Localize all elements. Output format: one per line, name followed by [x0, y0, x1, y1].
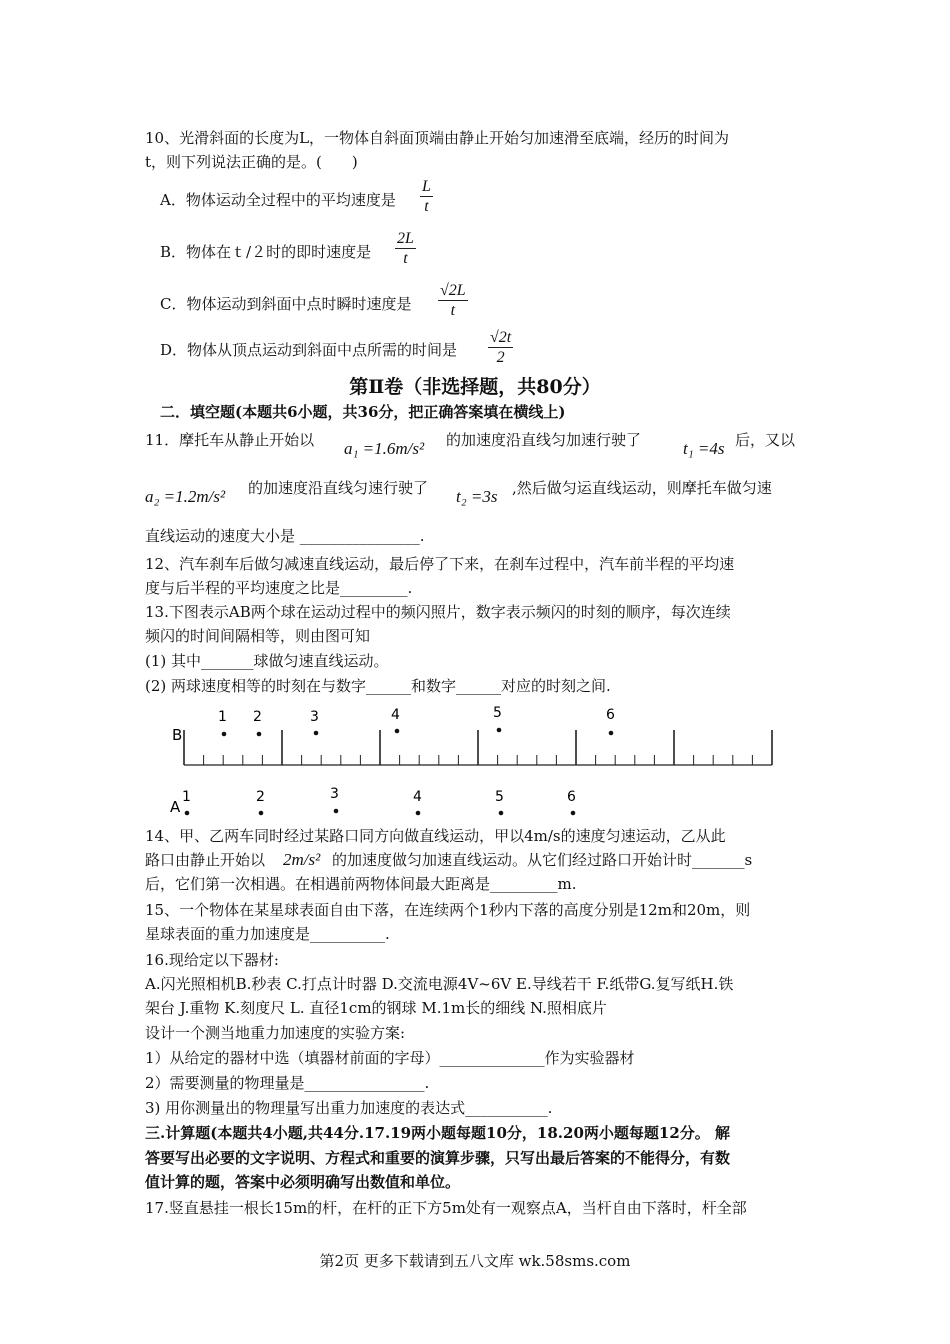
q11-a2-formula: a₂ =1.2m/s²	[145, 487, 226, 506]
q15-line1: 15、一个物体在某星球表面自由下落，在连续两个1秒内下落的高度分别是12m和20m，则	[145, 901, 751, 919]
q17-line1: 17.竖直悬挂一根长15m的杆，在杆的正下方5m处有一观察点A，当杆自由下落时，杆全部	[145, 1199, 747, 1217]
q10-option-a: A．物体运动全过程中的平均速度是	[160, 191, 396, 209]
section-3-line3: 值计算的题，答案中必须明确写出数值和单位。	[145, 1173, 461, 1191]
q13-line3: (1) 其中_______球做匀速直线运动。	[145, 652, 389, 670]
b-label-5: 5	[493, 705, 502, 721]
section-3-line1: 三.计算题(本题共4小题,共44分.17.19两小题每题10分，18.20两小题每题12分。 解	[145, 1124, 730, 1142]
q12-line1: 12、汽车刹车后做匀减速直线运动，最后停了下来，在刹车过程中，汽车前半程的平均速	[145, 555, 735, 573]
b-label-3: 3	[310, 709, 319, 725]
q11-a1-formula: a₁ =1.6m/s²	[344, 439, 425, 458]
a-dot-1	[185, 811, 190, 816]
a-label-6: 6	[567, 789, 576, 805]
q11-part2: 的加速度沿直线匀加速行驶了	[446, 431, 642, 449]
q10-option-d: D．物体从顶点运动到斜面中点所需的时间是	[160, 341, 458, 359]
q10-stem-line1: 10、光滑斜面的长度为L，一物体自斜面顶端由静止开始匀加速滑至底端，经历的时间为	[145, 129, 730, 147]
b-dot-1	[222, 732, 227, 737]
q11-t2-formula: t₂ =3s	[456, 487, 498, 506]
b-label-4: 4	[391, 707, 400, 723]
page-footer: 第2页 更多下载请到五八文库 wk.58sms.com	[319, 1252, 631, 1270]
a-label-5: 5	[495, 789, 504, 805]
fraction-denominator: t	[403, 250, 408, 267]
q15-line2: 星球表面的重力加速度是__________.	[145, 925, 390, 943]
a-dot-4	[416, 811, 421, 816]
q16-line7: 3) 用你测量出的物理量写出重力加速度的表达式___________.	[145, 1099, 553, 1117]
b-dot-5	[497, 728, 502, 733]
section-2-subtitle: 二．填空题(本题共6小题，共36分，把正确答案填在横线上)	[160, 403, 566, 421]
q10-option-d-fraction	[488, 329, 513, 368]
a-dot-6	[571, 811, 576, 816]
q11-part1: 11．摩托车从静止开始以	[145, 431, 315, 449]
q14-accel-formula: 2m/s²	[283, 850, 321, 869]
a-dot-2	[259, 811, 264, 816]
strobe-figure	[160, 700, 790, 825]
a-dot-5	[499, 811, 504, 816]
q12-line2: 度与后半程的平均速度之比是_________.	[145, 579, 413, 597]
q14-line1: 14、甲、乙两车同时经过某路口同方向做直线运动，甲以4m/s的速度匀速运动，乙从此	[145, 827, 726, 845]
section-3-line2: 答要写出必要的文字说明、方程式和重要的演算步骤，只写出最后答案的不能得分，有数	[145, 1149, 731, 1167]
q14-line3: 后，它们第一次相遇。在相遇前两物体间最大距离是_________m.	[145, 875, 577, 893]
b-label-1: 1	[218, 709, 227, 725]
q10-option-b: B．物体在ｔ/２时的即时速度是	[160, 243, 372, 261]
q10-option-b-fraction	[395, 230, 416, 269]
q16-line6: 2）需要测量的物理量是________________.	[145, 1074, 430, 1092]
q13-line4: (2) 两球速度相等的时刻在与数字______和数字______对应的时刻之间.	[145, 677, 611, 695]
fraction-numerator: L	[422, 178, 431, 195]
b-dot-3	[314, 731, 319, 736]
b-label-6: 6	[606, 707, 615, 723]
q14-line2a: 路口由静止开始以	[145, 851, 266, 869]
q16-line2: A.闪光照相机B.秒表 C.打点计时器 D.交流电源4V~6V E.导线若干 F.纸带G.复写纸H.铁	[145, 975, 734, 993]
q11-part5: ,然后做匀运直线运动，则摩托车做匀速	[512, 479, 772, 497]
q11-part4: 的加速度沿直线匀速行驶了	[248, 479, 429, 497]
a-label-2: 2	[256, 789, 265, 805]
a-label-4: 4	[413, 789, 422, 805]
figure-label-a: A	[170, 798, 181, 816]
a-label-3: 3	[330, 786, 339, 802]
q16-line1: 16.现给定以下器材:	[145, 951, 279, 969]
a-dot-3	[334, 809, 339, 814]
fraction-numerator: 2L	[397, 230, 414, 247]
q11-t1-formula: t₁ =4s	[683, 439, 725, 458]
ruler-ticks	[184, 730, 772, 765]
q14-line2b: 的加速度做匀加速直线运动。从它们经过路口开始计时_______s	[332, 851, 753, 869]
q10-option-a-fraction	[420, 178, 433, 217]
q16-line5: 1）从给定的器材中选（填器材前面的字母）______________作为实验器材	[145, 1049, 635, 1067]
q11-part3: 后，又以	[735, 431, 796, 449]
q16-line3: 架台 J.重物 K.刻度尺 L. 直径1cm的钢球 M.1m长的细线 N.照相底片	[145, 999, 607, 1017]
fraction-denominator: t	[450, 302, 456, 319]
b-label-2: 2	[253, 709, 262, 725]
q10-option-c-fraction	[438, 282, 468, 321]
fraction-numerator: √2L	[440, 282, 466, 299]
fraction-denominator: 2	[496, 349, 505, 366]
a-label-1: 1	[182, 789, 191, 805]
q16-line4: 设计一个测当地重力加速度的实验方案:	[145, 1024, 406, 1042]
q11-part6: 直线运动的速度大小是 ________________.	[145, 527, 425, 545]
figure-label-b: B	[172, 726, 183, 744]
q13-line2: 频闪的时间间隔相等，则由图可知	[145, 627, 371, 645]
b-dot-2	[257, 732, 262, 737]
b-dot-4	[395, 729, 400, 734]
q10-option-c: C．物体运动到斜面中点时瞬时速度是	[160, 295, 412, 313]
section-2-title: 第Ⅱ卷（非选择题，共80分）	[349, 376, 601, 398]
fraction-numerator: √2t	[490, 329, 512, 346]
q13-line1: 13.下图表示AB两个球在运动过程中的频闪照片，数字表示频闪的时刻的顺序，每次连续	[145, 603, 731, 621]
q10-stem-line2: t，则下列说法正确的是。( )	[145, 153, 358, 171]
b-dot-6	[609, 731, 614, 736]
fraction-denominator: t	[424, 198, 429, 215]
